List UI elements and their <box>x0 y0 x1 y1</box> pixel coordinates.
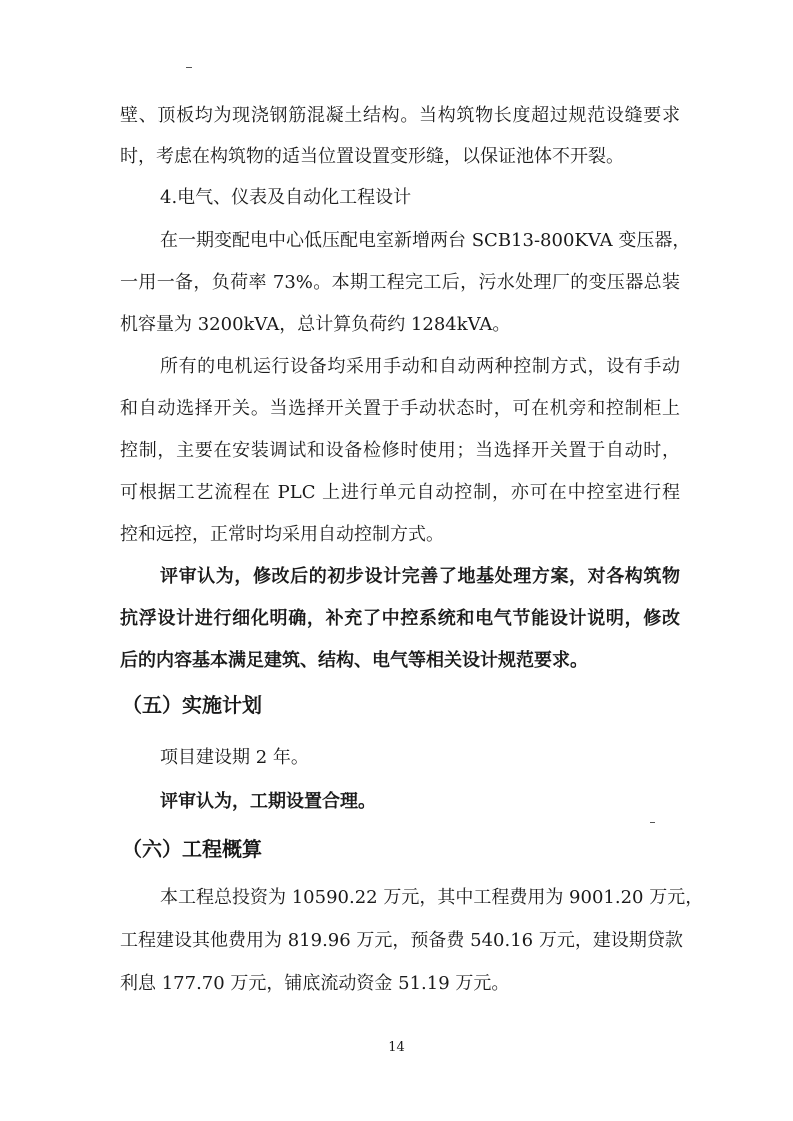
control-line-3: 控制，主要在安装调试和设备检修时使用；当选择开关置于自动时， <box>120 440 680 461</box>
section-4-title: 4.电气、仪表及自动化工程设计 <box>160 187 412 208</box>
review-plan-text: 评审认为，工期设置合理。 <box>160 791 376 812</box>
transformer-line-2: 一用一备，负荷率 73%。本期工程完工后，污水处理厂的变压器总装 <box>120 272 680 293</box>
control-line-5: 控和远控，正常时均采用自动控制方式。 <box>120 524 444 545</box>
control-line-1: 所有的电机运行设备均采用手动和自动两种控制方式，设有手动 <box>160 356 680 377</box>
structure-line-2: 时，考虑在构筑物的适当位置设置变形缝，以保证池体不开裂。 <box>120 146 624 167</box>
review-design-line-2: 抗浮设计进行细化明确，补充了中控系统和电气节能设计说明，修改 <box>120 608 680 629</box>
review-design-line-1: 评审认为，修改后的初步设计完善了地基处理方案，对各构筑物 <box>160 566 680 587</box>
scan-mark <box>186 67 192 68</box>
scan-mark <box>650 822 655 823</box>
review-design-line-3: 后的内容基本满足建筑、结构、电气等相关设计规范要求。 <box>120 650 588 671</box>
budget-line-2: 工程建设其他费用为 819.96 万元，预备费 540.16 万元，建设期贷款 <box>120 930 683 951</box>
heading-implementation-plan: （五）实施计划 <box>122 693 262 717</box>
page-number: 14 <box>388 1040 405 1055</box>
structure-line-1: 壁、顶板均为现浇钢筋混凝土结构。当构筑物长度超过规范设缝要求 <box>120 105 680 126</box>
control-line-2: 和自动选择开关。当选择开关置于手动状态时，可在机旁和控制柜上 <box>120 398 680 419</box>
transformer-line-3: 机容量为 3200kVA，总计算负荷约 1284kVA。 <box>120 314 511 335</box>
budget-line-1: 本工程总投资为 10590.22 万元，其中工程费用为 9001.20 万元， <box>160 887 704 908</box>
heading-project-budget: （六）工程概算 <box>122 837 262 861</box>
control-line-4: 可根据工艺流程在 PLC 上进行单元自动控制，亦可在中控室进行程 <box>120 482 680 503</box>
budget-line-3: 利息 177.70 万元，铺底流动资金 51.19 万元。 <box>120 973 510 994</box>
plan-text: 项目建设期 2 年。 <box>160 747 309 768</box>
transformer-line-1: 在一期变配电中心低压配电室新增两台 SCB13-800KVA 变压器， <box>160 230 691 251</box>
